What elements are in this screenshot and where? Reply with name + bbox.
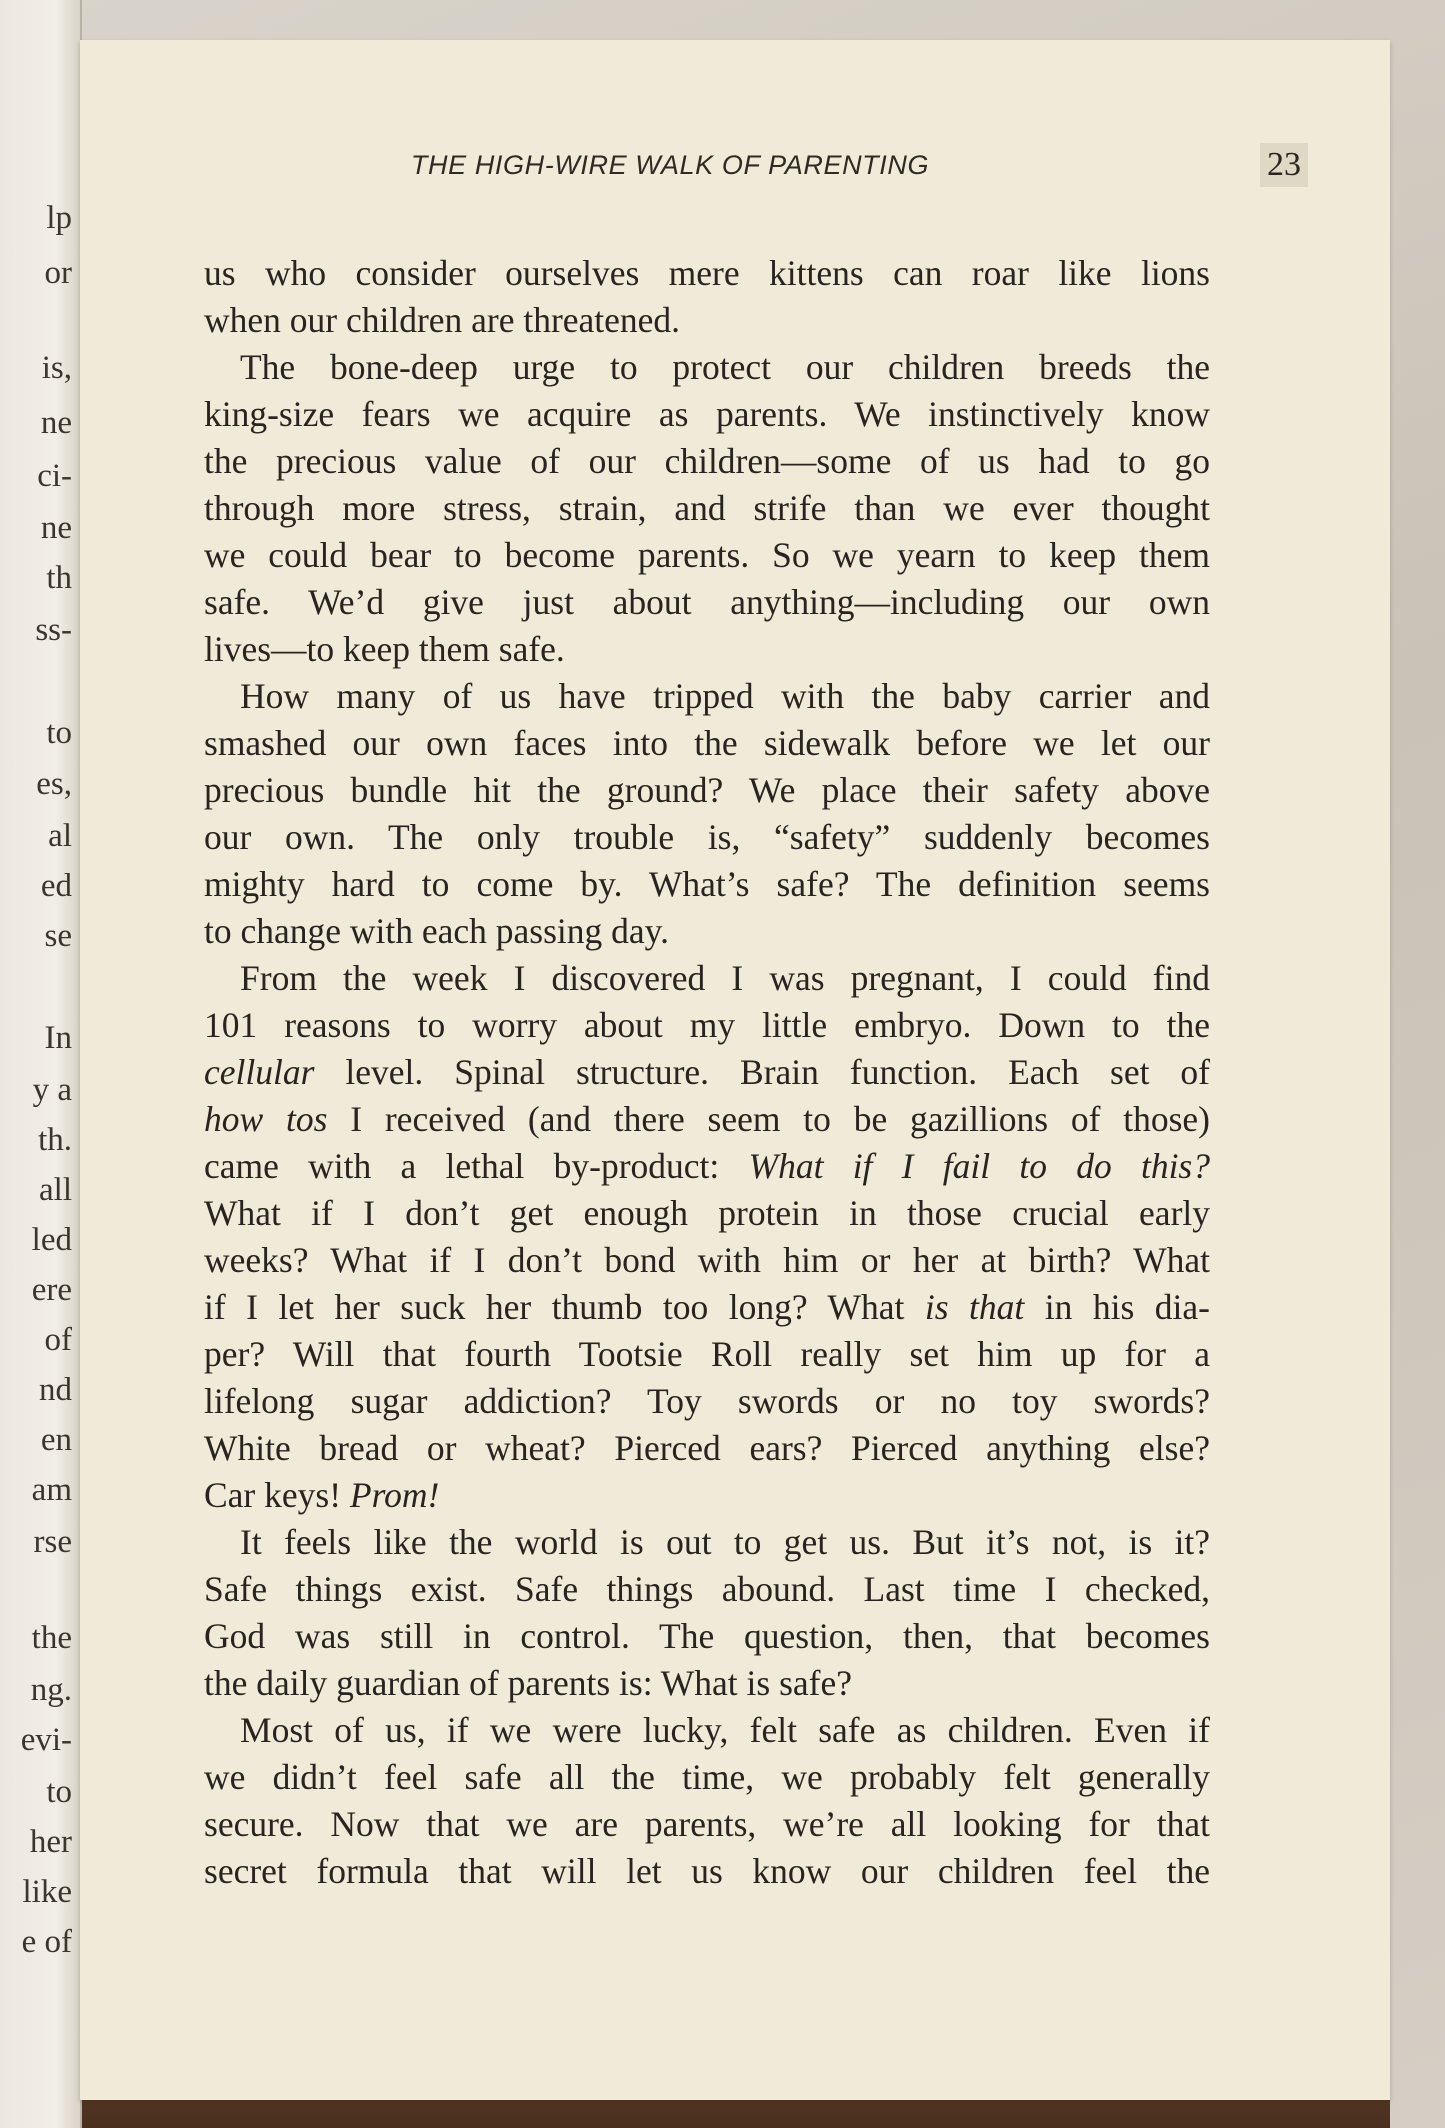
text-line: mighty hard to come by. What’s safe? The definition seems (204, 864, 1210, 904)
text-line: What if I don’t get enough protein in those crucial early (204, 1193, 1210, 1233)
text-line: the precious value of our children—some of us had to go (204, 441, 1210, 481)
text-line: smashed our own faces into the sidewalk before we let our (204, 723, 1210, 763)
facing-page-fragment: th. (38, 1122, 72, 1158)
text-line: Car keys! Prom! (204, 1475, 440, 1515)
text-line: how tos I received (and there seem to be gazillions of those) (204, 1099, 1210, 1139)
facing-page-fragment: se (44, 918, 72, 954)
facing-page-fragment: ss- (35, 612, 72, 648)
text-line: Safe things exist. Safe things abound. Last time I checked, (204, 1569, 1210, 1609)
facing-page-fragment: evi- (20, 1722, 72, 1758)
facing-page-fragment: am (31, 1472, 72, 1508)
text-line: lives—to keep them safe. (204, 629, 565, 669)
facing-page-fragment: e of (21, 1924, 72, 1960)
text-line: lifelong sugar addiction? Toy swords or no toy swords? (204, 1381, 1210, 1421)
text-line: precious bundle hit the ground? We place their safety above (204, 770, 1210, 810)
facing-page-fragment: ne (40, 405, 72, 441)
facing-page-fragment: like (22, 1874, 72, 1910)
text-line: secure. Now that we are parents, we’re all looking for that (204, 1804, 1210, 1844)
facing-page-fragment: es, (36, 766, 72, 802)
facing-page-edge (0, 0, 82, 2128)
facing-page-fragment: th (46, 560, 72, 596)
text-line: per? Will that fourth Tootsie Roll really set him up for a (204, 1334, 1210, 1374)
text-line: cellular level. Spinal structure. Brain function. Each set of (204, 1052, 1210, 1092)
facing-page-fragment: lp (46, 200, 72, 236)
text-line: we could bear to become parents. So we yearn to keep them (204, 535, 1210, 575)
facing-page-fragment: ci- (37, 458, 72, 494)
text-line: safe. We’d give just about anything—including our own (204, 582, 1210, 622)
text-line: White bread or wheat? Pierced ears? Pierced anything else? (204, 1428, 1210, 1468)
text-line: weeks? What if I don’t bond with him or her at birth? What (204, 1240, 1210, 1280)
facing-page-fragment: all (39, 1172, 72, 1208)
text-line: us who consider ourselves mere kittens can roar like lions (204, 253, 1210, 293)
text-line: came with a lethal by-product: What if I fail to do this? (204, 1146, 1210, 1186)
facing-page-fragment: ed (40, 868, 72, 904)
text-line: our own. The only trouble is, “safety” suddenly becomes (204, 817, 1210, 857)
facing-page-fragment: or (44, 255, 72, 291)
facing-page-fragment: rse (33, 1524, 72, 1560)
facing-page-fragment: led (31, 1222, 72, 1258)
text-line: 101 reasons to worry about my little embryo. Down to the (204, 1005, 1210, 1045)
text-line: if I let her suck her thumb too long? What is that in his dia- (204, 1287, 1211, 1327)
facing-page-fragment: ere (31, 1272, 72, 1308)
facing-page-fragment: nd (39, 1372, 72, 1408)
facing-page-fragment: In (44, 1020, 72, 1056)
text-line: we didn’t feel safe all the time, we probably felt generally (204, 1757, 1210, 1797)
running-head: THE HIGH-WIRE WALK OF PARENTING (410, 150, 930, 180)
facing-page-fragment: ng. (30, 1672, 72, 1708)
facing-page-fragment: to (46, 1774, 72, 1810)
text-line: God was still in control. The question, then, that becomes (204, 1616, 1210, 1656)
text-line: when our children are threatened. (204, 300, 681, 340)
page-number: 23 (1260, 143, 1308, 187)
text-line: How many of us have tripped with the baby carrier and (240, 676, 1210, 716)
text-line: the daily guardian of parents is: What is safe? (204, 1663, 852, 1703)
facing-page-fragment: ne (40, 510, 72, 546)
text-line: From the week I discovered I was pregnant, I could find (240, 958, 1210, 998)
facing-page-fragment: en (40, 1422, 72, 1458)
text-line: to change with each passing day. (204, 911, 669, 951)
text-line: through more stress, strain, and strife than we ever thought (204, 488, 1210, 528)
facing-page-fragment: of (44, 1322, 72, 1358)
text-line: It feels like the world is out to get us. But it’s not, is it? (240, 1522, 1210, 1562)
facing-page-fragment: her (29, 1824, 72, 1860)
facing-page-fragment: y a (32, 1072, 72, 1108)
text-line: king-size fears we acquire as parents. We instinctively know (204, 394, 1210, 434)
facing-page-fragment: is, (41, 350, 72, 386)
facing-page-fragment: al (48, 818, 72, 854)
text-line: Most of us, if we were lucky, felt safe as children. Even if (240, 1710, 1210, 1750)
facing-page-fragment: to (46, 715, 72, 751)
body-text (204, 250, 1210, 1895)
facing-page-fragment: the (31, 1620, 72, 1656)
text-line: The bone-deep urge to protect our children breeds the (240, 347, 1210, 387)
book-page (80, 40, 1390, 2100)
text-line: secret formula that will let us know our children feel the (204, 1851, 1210, 1891)
